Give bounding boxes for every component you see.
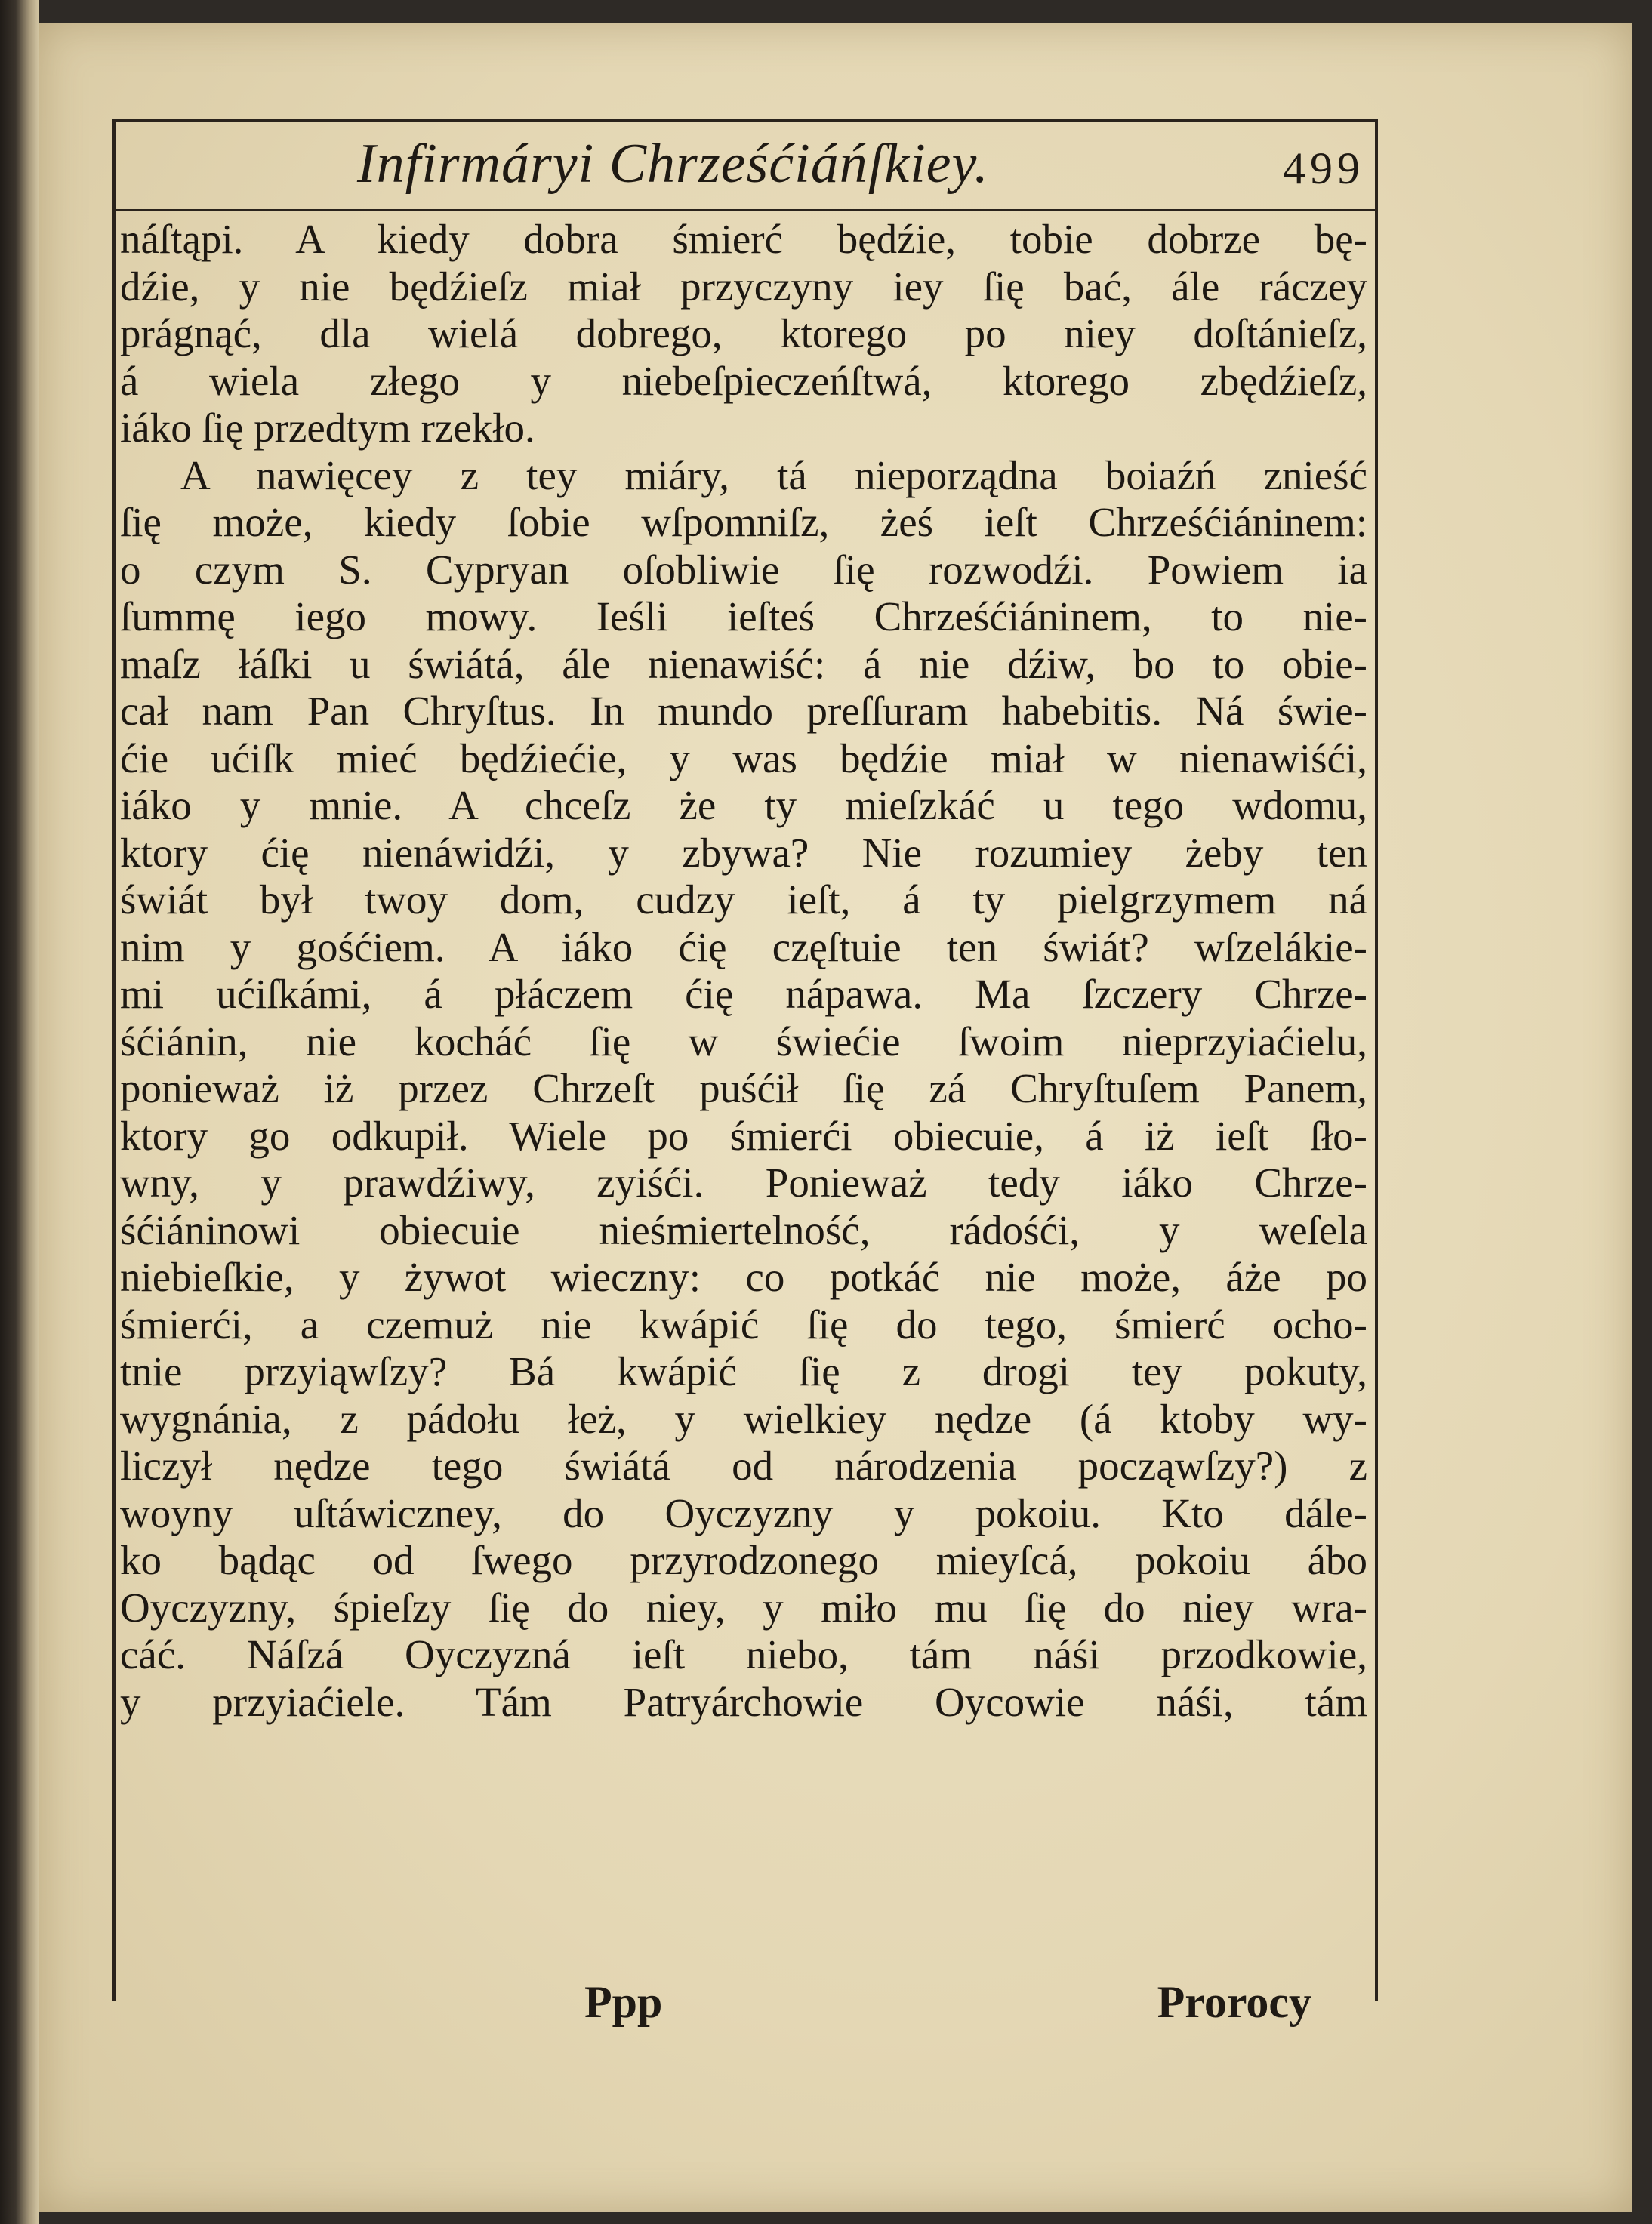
book-page [39, 23, 1632, 2212]
text-line: iáko y mnie. A chceſz że ty mieſzkáć u tego wdomu, [120, 782, 1367, 828]
text-line: nim y gośćiem. A iáko ćię częſtuie ten świát? wſzelákie- [120, 923, 1367, 970]
text-line: ponieważ iż przez Chrzeſt puśćił ſię zá Chryſtuſem Panem, [120, 1065, 1367, 1111]
text-line: ktory go odkupił. Wiele po śmierći obiecuie, á iż ieſt ſło- [120, 1112, 1367, 1159]
text-line: prágnąć, dla wielá dobrego, ktorego po niey doſtánieſz, [120, 310, 1367, 356]
text-line: o czym S. Cypryan oſobliwie ſię rozwodźi. Powiem ia [120, 546, 1367, 593]
text-line: maſz łáſki u świátá, ále nienawiść: á nie dźiw, bo to obie- [120, 640, 1367, 687]
text-line: á wiela złego y niebeſpieczeńſtwá, ktorego zbędźieſz, [120, 357, 1367, 404]
text-line: iáko ſię przedtym rzekło. [120, 405, 535, 451]
text-line: ćie ućiſk mieć będźiećie, y was będźie miał w nienawiśći, [120, 735, 1367, 781]
page-footer [112, 1970, 1372, 2038]
text-line: wygnánia, z pádołu łeż, y wielkiey nędze (á ktoby wy- [120, 1395, 1367, 1442]
body-text [120, 216, 1367, 1726]
text-line: wny, y prawdźiwy, zyiśći. Ponieważ tedy iáko Chrze- [120, 1160, 1367, 1206]
text-frame [112, 119, 1378, 2001]
text-line: niebieſkie, y żywot wieczny: co potkáć nie może, áże po [120, 1254, 1367, 1300]
text-line: liczył nędze tego świátá od národzenia począwſzy?) z [120, 1443, 1367, 1489]
text-line: A nawięcey z tey miáry, tá nieporządna boiaźń znieść [180, 451, 1367, 498]
text-line: ktory ćię nienáwidźi, y zbywa? Nie rozumiey żeby ten [120, 829, 1367, 876]
book-binding-edge [0, 0, 39, 2224]
header-rule [116, 209, 1375, 211]
text-line: ſię może, kiedy ſobie wſpomniſz, żeś ieſt Chrześćiáninem: [120, 499, 1367, 545]
text-line: Oyczyzny, śpieſzy ſię do niey, y miło mu ſię do niey wra- [120, 1584, 1367, 1631]
text-line: śćiáninowi obiecuie nieśmiertelność, rádośći, y weſela [120, 1206, 1367, 1253]
page-number: 499 [1283, 143, 1364, 193]
text-line: ſummę iego mowy. Ieśli ieſteś Chrześćiáninem, to nie- [120, 593, 1367, 639]
text-line: cáć. Náſzá Oyczyzná ieſt niebo, tám náśi przodkowie, [120, 1631, 1367, 1677]
text-line: cał nam Pan Chryſtus. In mundo preſſuram habebitis. Ná świe- [120, 688, 1367, 734]
running-title: Infirmáryi Chrześćiáńſkiey. [357, 133, 989, 195]
catchword: Prorocy [1157, 1977, 1311, 2027]
text-line: dźie, y nie będźieſz miał przyczyny iey ſię bać, ále ráczey [120, 263, 1367, 310]
text-line: ko bądąc od ſwego przyrodzonego mieyſcá, pokoiu ábo [120, 1537, 1367, 1583]
text-line: tnie przyiąwſzy? Bá kwápić ſię z drogi tey pokuty, [120, 1348, 1367, 1394]
text-line: świát był twoy dom, cudzy ieſt, á ty pielgrzymem ná [120, 876, 1367, 923]
text-line: śćiánin, nie kocháć ſię w świećie ſwoim nieprzyiaćielu, [120, 1018, 1367, 1064]
text-line: y przyiaćiele. Tám Patryárchowie Oycowie náśi, tám [120, 1678, 1367, 1725]
text-line: náſtąpi. A kiedy dobra śmierć będźie, tobie dobrze bę- [120, 216, 1367, 262]
signature-mark: Ppp [584, 1977, 663, 2027]
running-head [116, 129, 1375, 205]
text-line: woyny uſtáwiczney, do Oyczyzny y pokoiu. Kto dále- [120, 1489, 1367, 1536]
text-line: mi ućiſkámi, á płáczem ćię nápawa. Ma ſzczery Chrze- [120, 971, 1367, 1017]
text-line: śmierći, a czemuż nie kwápić ſię do tego, śmierć ocho- [120, 1301, 1367, 1348]
